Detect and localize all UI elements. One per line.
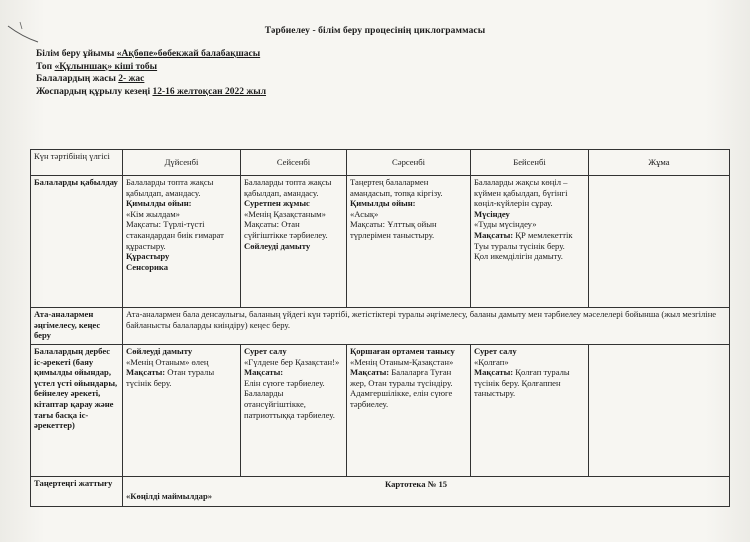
cell-text: «Менің Қазақстаным» bbox=[244, 208, 326, 219]
cell-text: Таңертең балалармен амандасып, топқа кіргізу. bbox=[350, 177, 443, 198]
period-value: 12-16 желтоқсан 2022 жыл bbox=[152, 86, 267, 97]
cell-heading: Сөйлеуді дамыту bbox=[244, 240, 311, 251]
cell-independent-monday bbox=[123, 345, 241, 477]
cell-reception-friday bbox=[589, 176, 730, 308]
cell-heading: Мақсаты: bbox=[474, 367, 514, 378]
header-friday: Жұма bbox=[589, 150, 730, 176]
header-monday: Дүйсенбі bbox=[123, 150, 241, 176]
org-line bbox=[36, 48, 266, 61]
header-wednesday: Сәрсенбі bbox=[347, 150, 471, 176]
cell-text: Мақсаты: Отан сүйгіштікке тәрбиелеу. bbox=[244, 219, 328, 240]
cell-text: ҚР мемлекеттік Туы туралы түсінік беру. bbox=[474, 229, 573, 251]
exercise-game: «Көңілді маймылдар» bbox=[126, 491, 213, 501]
cell-heading: Сурет салу bbox=[244, 346, 287, 356]
cell-text: «Менің Отаным-Қазақстан» bbox=[350, 356, 454, 367]
cell-text: Қолғап туралы түсінік беру. Қолғаппен таныстыру. bbox=[474, 367, 570, 399]
age-line bbox=[36, 73, 266, 86]
age-label: Балалардың жасы bbox=[36, 74, 116, 84]
cell-text: Мақсаты: Түрлі-түсті стакандардан биік ғимарат құрастыру. bbox=[126, 219, 224, 251]
cell-text: «Менің Отаным» өлең bbox=[126, 356, 209, 367]
cell-heading: Мақсаты: bbox=[244, 367, 284, 378]
cell-heading: Мақсаты: bbox=[474, 229, 514, 240]
cell-text bbox=[126, 367, 237, 388]
org-value: «Ақбөпе»бөбекжай балабақшасы bbox=[116, 49, 261, 59]
cell-text bbox=[350, 367, 467, 409]
cell-heading: Қоршаған ортамен танысу bbox=[350, 346, 455, 356]
cell-heading: Суретпен жұмыс bbox=[244, 198, 310, 209]
cell-parents-text: Ата-аналармен бала денсаулығы, баланың үйдегі күн тәртібі, жетістіктері туралы әңгімелесу, баланы дамыту мен тәрбиелеу мәселелері бойынша (жыл мезгіліне байланысты балаларды киіндіру) кеңес беру. bbox=[123, 308, 730, 345]
table-row-independent bbox=[31, 345, 730, 477]
cell-text: Отан туралы түсінік беру. bbox=[126, 367, 215, 388]
cell-reception-wednesday bbox=[347, 176, 471, 308]
cell-independent-tuesday bbox=[241, 345, 347, 477]
cell-text: Елін сүюге тәрбиелеу. Балаларды отансүйгіштікке, патриоттыққа тәрбиелеу. bbox=[244, 377, 335, 420]
cell-heading: Қимылды ойын: bbox=[350, 198, 416, 209]
cell-text: «Туды мүсіндеу» bbox=[474, 219, 537, 230]
cell-text: «Асық» bbox=[350, 208, 379, 219]
row-label-independent: Балалардың дербес іс-әрекеті (баяу қимылды ойындар, үстел үсті ойындары, бейнелеу әрекеті, кітаптар қарау және тағы басқа іс-әрекеттер) bbox=[31, 345, 123, 477]
period-line bbox=[36, 86, 266, 99]
cell-text bbox=[474, 367, 585, 399]
exercise-card: Картотека № 15 bbox=[385, 479, 448, 489]
row-label-reception: Балаларды қабылдау bbox=[31, 176, 123, 308]
cell-independent-thursday bbox=[471, 345, 589, 477]
cell-text: Қол икемділігін дамыту. bbox=[474, 251, 563, 262]
header-regime: Күн тәртібінің үлгісі bbox=[31, 150, 123, 176]
cell-text: «Қолғап» bbox=[474, 356, 509, 367]
cell-text: Балаларға Туған жер, Отан туралы түсіндіру. Адамгершілікке, елін сүюге тәрбиелеу. bbox=[350, 367, 453, 409]
cell-text: Балаларды топта жақсы қабылдап, амандасу. bbox=[244, 177, 332, 198]
cell-heading: Мүсіндеу bbox=[474, 208, 510, 219]
table-row-parents bbox=[31, 308, 730, 345]
cell-heading: Мақсаты: bbox=[350, 367, 390, 378]
cell-text: Мақсаты: Ұлттық ойын түрлерімен таныстыру. bbox=[350, 219, 437, 240]
row-label-parents: Ата-аналармен әңгімелесу, кеңес беру bbox=[31, 308, 123, 345]
cell-reception-thursday bbox=[471, 176, 589, 308]
table-row-reception bbox=[31, 176, 730, 308]
cell-heading: Сурет салу bbox=[474, 346, 517, 356]
cell-heading: Құрастыру bbox=[126, 251, 170, 262]
row-label-exercise: Таңертеңгі жаттығу bbox=[31, 477, 123, 507]
cell-heading: Мақсаты: bbox=[126, 367, 166, 378]
org-label: Білім беру ұйымы bbox=[36, 49, 115, 59]
table-row-exercise bbox=[31, 477, 730, 507]
cell-reception-monday bbox=[123, 176, 241, 308]
cell-heading: Сөйлеуді дамыту bbox=[126, 346, 193, 356]
cyclogram-table bbox=[30, 149, 730, 507]
cell-heading: Сенсорика bbox=[126, 261, 169, 272]
group-line bbox=[36, 61, 266, 74]
document-title: Тәрбиелеу - білім беру процесінің циклограммасы bbox=[264, 26, 486, 36]
cell-text bbox=[474, 230, 585, 251]
cell-independent-friday bbox=[589, 345, 730, 477]
cell-text: «Гүлдене бер Қазақстан!» bbox=[244, 356, 340, 367]
group-value: «Құлыншақ» кіші тобы bbox=[54, 61, 158, 72]
cell-independent-wednesday bbox=[347, 345, 471, 477]
group-label: Топ bbox=[36, 61, 53, 72]
cell-text: Балаларды топта жақсы қабылдап, амандасу. bbox=[126, 177, 214, 198]
document-meta bbox=[36, 48, 266, 98]
cell-text: Балаларды жақсы көңіл – күймен қабылдап, бүгінгі көңіл-күйлерін сұрау. bbox=[474, 177, 568, 209]
age-value: 2- жас bbox=[118, 74, 145, 84]
cell-text: «Кім жылдам» bbox=[126, 208, 180, 219]
header-tuesday: Сейсенбі bbox=[241, 150, 347, 176]
cell-heading: Қимылды ойын: bbox=[126, 198, 192, 209]
header-thursday: Бейсенбі bbox=[471, 150, 589, 176]
cell-reception-tuesday bbox=[241, 176, 347, 308]
table-header-row bbox=[31, 150, 730, 176]
period-label: Жоспардың құрылу кезеңі bbox=[36, 86, 151, 97]
cell-exercise bbox=[123, 477, 730, 507]
